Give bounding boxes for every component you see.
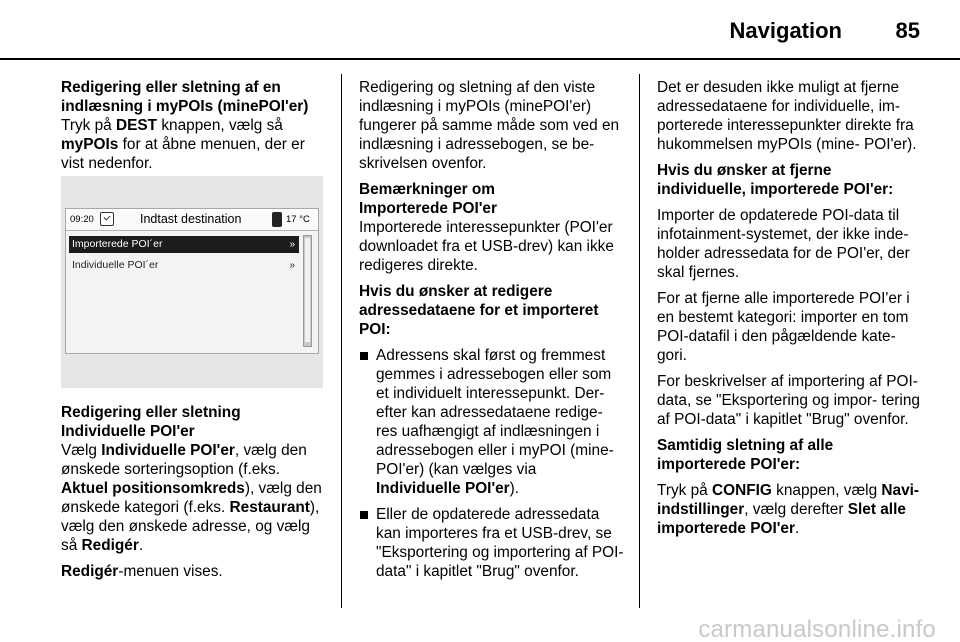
chevron-right-icon: » [289, 239, 295, 250]
screen-title: Indtast destination [140, 212, 242, 226]
paragraph: Tryk på DEST knappen, vælg så myPOIs for at åbne menuen, der er vist nedenfor. [61, 117, 305, 172]
screen-figure [61, 176, 323, 388]
bullet-square-icon [360, 352, 368, 360]
section-heading: Samtidig sletning af alle importerede POI'er: [657, 437, 834, 473]
section-heading: Hvis du ønsker at fjerne individuelle, importerede POI'er: [657, 162, 894, 198]
list-item: Adressens skal først og fremmest gemmes i adressebogen eller som et individuelt interessepunkt. Der- efter kan adressedataene redige- res uafhængigt af indlæsningen i adressebogen eller i myPOI (mine- POI'er) (kan vælges via Individuelle POI'er). [359, 346, 625, 498]
chevron-right-icon: » [289, 260, 295, 271]
bullet-square-icon [360, 511, 368, 519]
column-divider-1 [341, 74, 342, 608]
thermometer-icon [272, 212, 282, 227]
column-3 [657, 78, 923, 545]
paragraph: Redigering og sletning af den viste indlæsning i myPOIs (minePOI'er) fungerer på samme måde som ved en indlæsning i adressebogen, se be- skrivelsen ovenfor. [359, 79, 620, 172]
paragraph: Tryk på CONFIG knappen, vælg Navi-indstillinger, vælg derefter Slet alle importerede POI'er. [657, 482, 920, 537]
section-heading: Redigering eller sletning af en indlæsning i myPOIs (minePOI'er) [61, 79, 309, 115]
paragraph: Importer de opdaterede POI-data til infotainment-systemet, der ikke inde- holder adressedata for de POI'er, der skal fjernes. [657, 207, 910, 281]
section-subheading: Individuelle POI'er [61, 423, 195, 440]
screen-time: 09:20 [70, 214, 94, 225]
paragraph: Det er desuden ikke muligt at fjerne adressedataene for individuelle, im- porterede interessepunkter direkte fra hukommelsen myPOIs (mine- POI'er). [657, 79, 917, 153]
paragraph: Redigér-menuen vises. [61, 563, 223, 580]
watermark-text: carmanualsonline.info [698, 616, 936, 642]
screen-header [66, 209, 318, 231]
bullet-list [359, 346, 625, 581]
page-number: 85 [895, 18, 920, 43]
column-1-lower [61, 403, 327, 588]
paragraph: Importerede interessepunkter (POI'er downloadet fra et USB-drev) kan ikke redigeres direkte. [359, 219, 614, 274]
column-2 [359, 78, 625, 588]
screen-temperature: 17 °C [286, 214, 310, 225]
column-1 [61, 78, 327, 180]
page-footer [0, 612, 960, 642]
header-divider [0, 58, 960, 60]
scrollbar-thumb[interactable] [305, 238, 310, 342]
destination-check-icon [100, 212, 114, 226]
column-divider-2 [639, 74, 640, 608]
paragraph: For at fjerne alle importerede POI'er i en bestemt kategori: importer en tom POI-datafil i den pågældende kate- gori. [657, 290, 910, 364]
page-title: Navigation [729, 18, 842, 43]
paragraph: For beskrivelser af importering af POI-data, se "Eksportering og impor- tering af POI-data" i kapitlet "Brug" ovenfor. [657, 373, 920, 428]
section-heading: Hvis du ønsker at redigere adressedataene for et importeret POI: [359, 283, 599, 338]
menu-item-imported-pois[interactable]: Importerede POI´er » [69, 236, 299, 253]
section-heading: Redigering eller sletning [61, 404, 241, 421]
section-heading: Bemærkninger om [359, 181, 495, 198]
infotainment-screen [65, 208, 319, 354]
menu-item-individual-pois[interactable]: Individuelle POI´er » [69, 257, 299, 274]
paragraph: Vælg Individuelle POI'er, vælg den ønskede sorteringsoption (f.eks. Aktuel positionsomkreds), vælg den ønskede kategori (f.eks. Restaurant), vælg den ønskede adresse, og vælg så Redigér. [61, 442, 322, 554]
section-subheading: Importerede POI'er [359, 200, 497, 217]
page-header [0, 0, 960, 62]
screen-scrollbar[interactable] [303, 235, 312, 347]
list-item: Eller de opdaterede adressedata kan importeres fra et USB-drev, se "Eksportering og importering af POI-data" i kapitlet "Brug" ovenfor. [359, 505, 625, 581]
